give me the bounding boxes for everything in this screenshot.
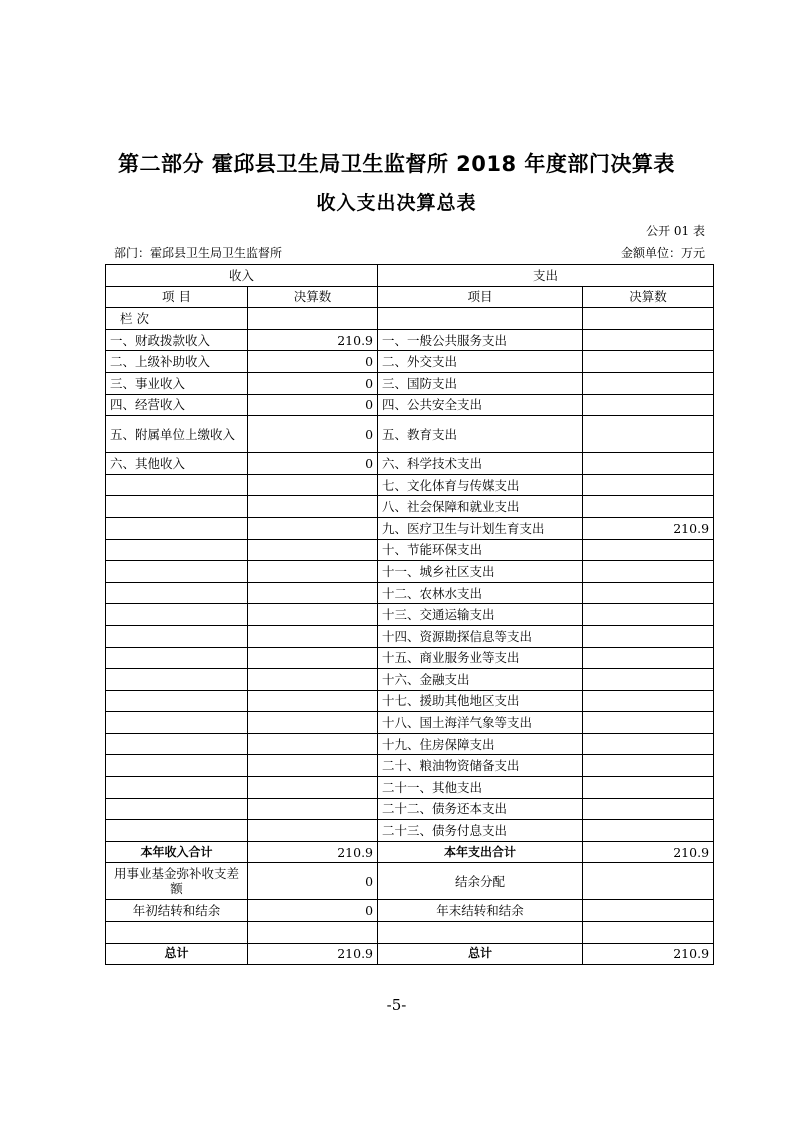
table-row bbox=[106, 733, 714, 755]
expense-value-cell bbox=[583, 372, 714, 394]
row-index-cell bbox=[248, 308, 378, 330]
income-item-cell: 一、财政拨款收入 bbox=[106, 329, 248, 351]
expense-item-cell: 六、科学技术支出 bbox=[378, 453, 583, 475]
expense-value-cell bbox=[583, 453, 714, 475]
income-item-cell bbox=[106, 625, 248, 647]
page-number: -5- bbox=[386, 996, 407, 1014]
table-row bbox=[106, 669, 714, 691]
row-index-cell bbox=[583, 308, 714, 330]
expense-item-cell: 三、国防支出 bbox=[378, 372, 583, 394]
table-row bbox=[106, 351, 714, 373]
blank-cell bbox=[248, 922, 378, 944]
page-title: 第二部分 霍邱县卫生局卫生监督所 2018 年度部门决算表 bbox=[118, 152, 675, 176]
table-row bbox=[106, 647, 714, 669]
expense-item-cell: 二、外交支出 bbox=[378, 351, 583, 373]
column-header-row bbox=[106, 286, 714, 308]
table-row bbox=[106, 582, 714, 604]
expense-item-cell: 十三、交通运输支出 bbox=[378, 604, 583, 626]
table-row bbox=[106, 690, 714, 712]
group-header-row bbox=[106, 265, 714, 287]
expense-total-value: 210.9 bbox=[583, 841, 714, 863]
income-value-cell bbox=[248, 733, 378, 755]
end-balance-value bbox=[583, 900, 714, 922]
income-item-cell: 四、经营收入 bbox=[106, 394, 248, 416]
expense-item-cell: 七、文化体育与传媒支出 bbox=[378, 474, 583, 496]
blank-cell bbox=[378, 922, 583, 944]
income-value-cell bbox=[248, 647, 378, 669]
income-value-cell bbox=[248, 820, 378, 842]
expense-value-cell: 210.9 bbox=[583, 517, 714, 539]
expense-item-cell: 十二、农林水支出 bbox=[378, 582, 583, 604]
expense-value-cell bbox=[583, 394, 714, 416]
begin-balance-value: 0 bbox=[248, 900, 378, 922]
table-row bbox=[106, 539, 714, 561]
income-item-cell bbox=[106, 669, 248, 691]
income-value-cell bbox=[248, 712, 378, 734]
table-subtitle: 收入支出决算总表 bbox=[316, 192, 477, 214]
expense-value-cell bbox=[583, 733, 714, 755]
expense-value-cell bbox=[583, 820, 714, 842]
table-row bbox=[106, 394, 714, 416]
expense-value-cell bbox=[583, 690, 714, 712]
income-item-cell bbox=[106, 474, 248, 496]
income-value-cell bbox=[248, 582, 378, 604]
expense-value-cell bbox=[583, 561, 714, 583]
expense-item-cell: 十四、资源勘探信息等支出 bbox=[378, 625, 583, 647]
expense-value-cell bbox=[583, 647, 714, 669]
grand-expense-label: 总计 bbox=[378, 943, 583, 965]
income-group-header: 收入 bbox=[106, 265, 378, 287]
table-row bbox=[106, 453, 714, 475]
amount-unit-label: 金额单位：万元 bbox=[620, 246, 705, 260]
income-value-cell bbox=[248, 561, 378, 583]
fund-gap-row bbox=[106, 863, 714, 900]
row-index-cell bbox=[378, 308, 583, 330]
income-value-cell bbox=[248, 625, 378, 647]
income-item-cell bbox=[106, 517, 248, 539]
income-total-label: 本年收入合计 bbox=[106, 841, 248, 863]
expense-value-cell bbox=[583, 625, 714, 647]
expense-value-cell bbox=[583, 539, 714, 561]
income-value-cell bbox=[248, 798, 378, 820]
expense-item-cell: 十六、金融支出 bbox=[378, 669, 583, 691]
expense-value-cell bbox=[583, 669, 714, 691]
begin-balance-label: 年初结转和结余 bbox=[106, 900, 248, 922]
income-value-cell: 0 bbox=[248, 372, 378, 394]
income-item-cell: 二、上级补助收入 bbox=[106, 351, 248, 373]
table-row bbox=[106, 496, 714, 518]
expense-value-cell bbox=[583, 474, 714, 496]
expense-item-cell: 四、公共安全支出 bbox=[378, 394, 583, 416]
income-value-cell bbox=[248, 517, 378, 539]
income-expense-table bbox=[105, 264, 714, 965]
income-item-cell bbox=[106, 820, 248, 842]
income-item-cell: 五、附属单位上缴收入 bbox=[106, 416, 248, 453]
surplus-distribution-value bbox=[583, 863, 714, 900]
row-index-row bbox=[106, 308, 714, 330]
income-value-cell bbox=[248, 496, 378, 518]
table-row bbox=[106, 604, 714, 626]
income-value-cell bbox=[248, 669, 378, 691]
fund-gap-label: 用事业基金弥补收支差额 bbox=[106, 863, 248, 900]
table-row bbox=[106, 561, 714, 583]
blank-cell bbox=[583, 922, 714, 944]
table-row bbox=[106, 712, 714, 734]
income-item-cell bbox=[106, 539, 248, 561]
department-label: 部门：霍邱县卫生局卫生监督所 bbox=[114, 246, 283, 260]
income-value-cell bbox=[248, 690, 378, 712]
income-value-cell bbox=[248, 604, 378, 626]
expense-amount-header: 决算数 bbox=[583, 286, 714, 308]
grand-total-row bbox=[106, 943, 714, 965]
expense-item-cell: 二十一、其他支出 bbox=[378, 777, 583, 799]
expense-value-cell bbox=[583, 496, 714, 518]
blank-row bbox=[106, 922, 714, 944]
income-value-cell bbox=[248, 777, 378, 799]
income-value-cell bbox=[248, 474, 378, 496]
table-row bbox=[106, 474, 714, 496]
income-item-cell bbox=[106, 604, 248, 626]
table-row bbox=[106, 798, 714, 820]
expense-value-cell bbox=[583, 604, 714, 626]
expense-group-header: 支出 bbox=[378, 265, 714, 287]
expense-value-cell bbox=[583, 712, 714, 734]
expense-item-cell: 五、教育支出 bbox=[378, 416, 583, 453]
income-item-cell bbox=[106, 561, 248, 583]
form-number: 公开 01 表 bbox=[646, 224, 705, 238]
table-row bbox=[106, 777, 714, 799]
income-item-cell bbox=[106, 733, 248, 755]
expense-item-cell: 十五、商业服务业等支出 bbox=[378, 647, 583, 669]
table-row bbox=[106, 517, 714, 539]
expense-item-cell: 十、节能环保支出 bbox=[378, 539, 583, 561]
balance-row bbox=[106, 900, 714, 922]
expense-item-cell: 二十二、债务还本支出 bbox=[378, 798, 583, 820]
expense-value-cell bbox=[583, 582, 714, 604]
income-total-value: 210.9 bbox=[248, 841, 378, 863]
income-item-cell bbox=[106, 755, 248, 777]
expense-value-cell bbox=[583, 351, 714, 373]
expense-item-cell: 八、社会保障和就业支出 bbox=[378, 496, 583, 518]
income-value-cell: 0 bbox=[248, 453, 378, 475]
expense-total-label: 本年支出合计 bbox=[378, 841, 583, 863]
income-item-cell bbox=[106, 690, 248, 712]
expense-value-cell bbox=[583, 777, 714, 799]
income-item-cell: 三、事业收入 bbox=[106, 372, 248, 394]
income-item-cell: 六、其他收入 bbox=[106, 453, 248, 475]
income-value-cell: 0 bbox=[248, 416, 378, 453]
expense-item-cell: 二十三、债务付息支出 bbox=[378, 820, 583, 842]
table-row bbox=[106, 329, 714, 351]
row-index-label: 栏 次 bbox=[106, 308, 248, 330]
table-row bbox=[106, 755, 714, 777]
income-value-cell: 0 bbox=[248, 394, 378, 416]
end-balance-label: 年末结转和结余 bbox=[378, 900, 583, 922]
income-item-cell bbox=[106, 777, 248, 799]
blank-cell bbox=[106, 922, 248, 944]
income-item-cell bbox=[106, 712, 248, 734]
expense-item-cell: 一、一般公共服务支出 bbox=[378, 329, 583, 351]
income-value-cell: 210.9 bbox=[248, 329, 378, 351]
grand-expense-value: 210.9 bbox=[583, 943, 714, 965]
expense-item-cell: 十八、国土海洋气象等支出 bbox=[378, 712, 583, 734]
income-item-cell bbox=[106, 798, 248, 820]
income-value-cell bbox=[248, 539, 378, 561]
expense-value-cell bbox=[583, 329, 714, 351]
expense-item-cell: 十九、住房保障支出 bbox=[378, 733, 583, 755]
expense-value-cell bbox=[583, 798, 714, 820]
income-amount-header: 决算数 bbox=[248, 286, 378, 308]
grand-income-value: 210.9 bbox=[248, 943, 378, 965]
fund-gap-value: 0 bbox=[248, 863, 378, 900]
income-item-cell bbox=[106, 496, 248, 518]
income-total-row bbox=[106, 841, 714, 863]
expense-item-cell: 十一、城乡社区支出 bbox=[378, 561, 583, 583]
expense-value-cell bbox=[583, 755, 714, 777]
table-row bbox=[106, 372, 714, 394]
expense-item-cell: 九、医疗卫生与计划生育支出 bbox=[378, 517, 583, 539]
expense-item-header: 项目 bbox=[378, 286, 583, 308]
income-value-cell: 0 bbox=[248, 351, 378, 373]
table-row bbox=[106, 820, 714, 842]
table-row bbox=[106, 625, 714, 647]
expense-item-cell: 十七、援助其他地区支出 bbox=[378, 690, 583, 712]
income-item-cell bbox=[106, 582, 248, 604]
surplus-distribution-label: 结余分配 bbox=[378, 863, 583, 900]
expense-item-cell: 二十、粮油物资储备支出 bbox=[378, 755, 583, 777]
income-item-cell bbox=[106, 647, 248, 669]
grand-income-label: 总计 bbox=[106, 943, 248, 965]
table-row bbox=[106, 416, 714, 453]
income-item-header: 项 目 bbox=[106, 286, 248, 308]
expense-value-cell bbox=[583, 416, 714, 453]
income-value-cell bbox=[248, 755, 378, 777]
